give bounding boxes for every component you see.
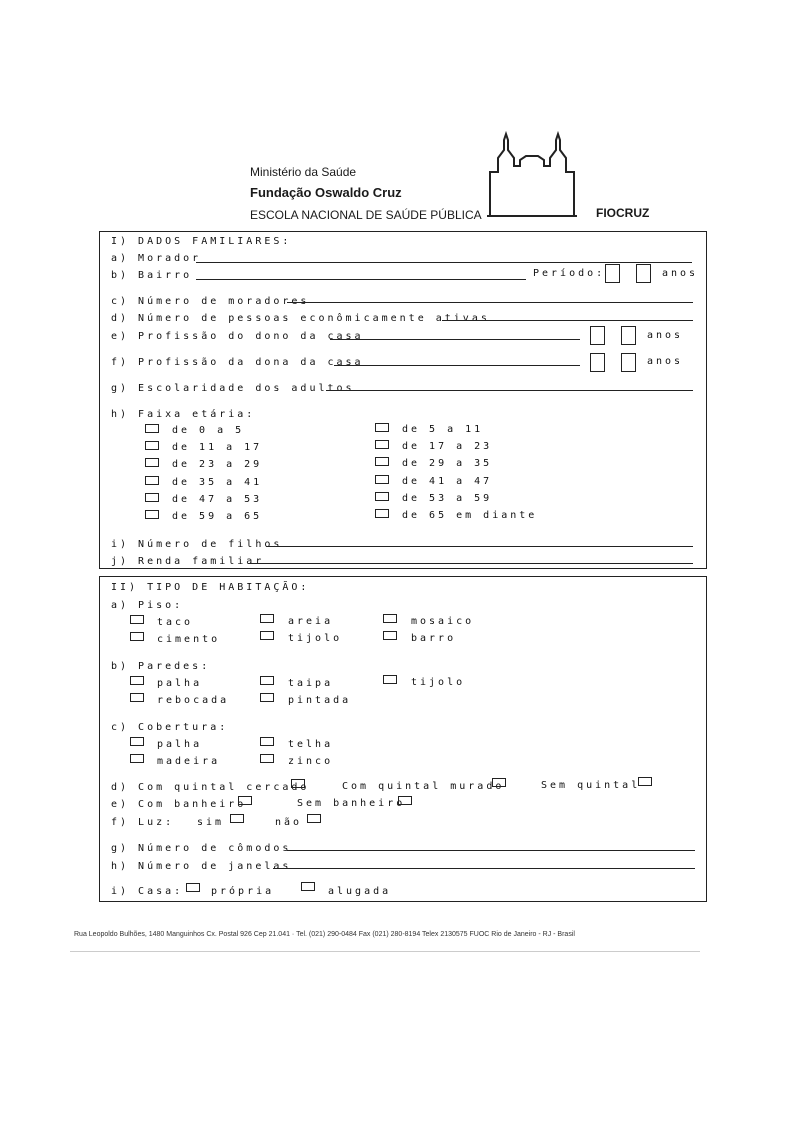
sem-banheiro-label: Sem banheiro [297, 798, 406, 809]
fiocruz-brand: FIOCRUZ [596, 206, 650, 220]
faixa-option: de 17 a 23 [402, 441, 493, 452]
casa-propria-checkbox[interactable] [186, 883, 200, 892]
piso-option: mosaico [411, 616, 475, 627]
prof-dono-label: e) Profissão do dono da casa [111, 331, 364, 342]
periodo-box-1[interactable] [605, 264, 620, 283]
piso-checkbox[interactable] [130, 615, 144, 624]
faixa-option: de 11 a 17 [172, 442, 263, 453]
faixa-checkbox[interactable] [375, 457, 389, 466]
faixa-checkbox[interactable] [375, 492, 389, 501]
periodo-label: Período: [533, 268, 606, 279]
paredes-option: tijolo [411, 677, 466, 688]
faixa-option: de 53 a 59 [402, 493, 493, 504]
faixa-option: de 5 a 11 [402, 424, 484, 435]
renda-label: j) Renda familiar [111, 556, 265, 567]
cobertura-checkbox[interactable] [130, 754, 144, 763]
periodo-anos-label: anos [662, 268, 699, 279]
num-ativas-field[interactable] [442, 320, 693, 321]
renda-field[interactable] [248, 563, 693, 564]
footer-address: Rua Leopoldo Bulhões, 1480 Manguinhos Cx. Postal 926 Cep 21.041 · Tel. (021) 290-0484 Fax (021) 280-8194 Telex 2130575 FUOC Rio de Janeiro - RJ - Brasil [74, 931, 575, 938]
piso-checkbox[interactable] [383, 631, 397, 640]
luz-nao-checkbox[interactable] [307, 814, 321, 823]
section-1-title: I) DADOS FAMILIARES: [111, 236, 292, 247]
cobertura-checkbox[interactable] [260, 754, 274, 763]
escolaridade-field[interactable] [326, 390, 693, 391]
castle-icon [486, 130, 578, 220]
luz-nao-label: não [275, 817, 303, 828]
piso-checkbox[interactable] [260, 631, 274, 640]
cobertura-checkbox[interactable] [260, 737, 274, 746]
sem-quintal-checkbox[interactable] [638, 777, 652, 786]
piso-option: areia [288, 616, 334, 627]
cobertura-option: telha [288, 739, 334, 750]
prof-dono-box-2[interactable] [621, 326, 636, 345]
quintal-cercado-label: d) Com quintal cercado [111, 782, 310, 793]
faixa-option: de 0 a 5 [172, 425, 245, 436]
piso-checkbox[interactable] [383, 614, 397, 623]
faixa-option: de 23 a 29 [172, 459, 263, 470]
paredes-label: b) Paredes: [111, 661, 211, 672]
faixa-checkbox[interactable] [145, 510, 159, 519]
com-banheiro-label: e) Com banheiro [111, 799, 247, 810]
num-ativas-label: d) Número de pessoas econômicamente ativas [111, 313, 490, 324]
faixa-checkbox[interactable] [375, 423, 389, 432]
faixa-checkbox[interactable] [375, 475, 389, 484]
luz-label: f) Luz: [111, 817, 175, 828]
piso-option: barro [411, 633, 457, 644]
piso-option: cimento [157, 634, 221, 645]
casa-label: i) Casa: [111, 886, 184, 897]
faixa-checkbox[interactable] [375, 440, 389, 449]
faixa-option: de 35 a 41 [172, 477, 263, 488]
faixa-label: h) Faixa etária: [111, 409, 256, 420]
prof-dona-box-2[interactable] [621, 353, 636, 372]
prof-dono-box-1[interactable] [590, 326, 605, 345]
faixa-checkbox[interactable] [145, 493, 159, 502]
prof-dona-field[interactable] [334, 365, 580, 366]
quintal-murado-checkbox[interactable] [492, 778, 506, 787]
sem-quintal-label: Sem quintal [541, 780, 641, 791]
num-comodos-field[interactable] [287, 850, 695, 851]
escolaridade-label: g) Escolaridade dos adultos [111, 383, 355, 394]
section-2-title: II) TIPO DE HABITAÇÃO: [111, 582, 310, 593]
paredes-checkbox[interactable] [383, 675, 397, 684]
casa-alugada-label: alugada [328, 886, 392, 897]
footer-divider [70, 951, 700, 952]
cobertura-checkbox[interactable] [130, 737, 144, 746]
faixa-option: de 29 a 35 [402, 458, 493, 469]
num-moradores-field[interactable] [287, 302, 693, 303]
casa-alugada-checkbox[interactable] [301, 882, 315, 891]
piso-checkbox[interactable] [130, 632, 144, 641]
luz-sim-label: sim [197, 817, 225, 828]
prof-dona-anos-label: anos [647, 356, 684, 367]
faixa-checkbox[interactable] [375, 509, 389, 518]
cobertura-option: palha [157, 739, 203, 750]
faixa-checkbox[interactable] [145, 424, 159, 433]
ministry-name: Ministério da Saúde [250, 165, 357, 179]
bairro-field[interactable] [196, 279, 526, 280]
paredes-option: rebocada [157, 695, 230, 706]
piso-label: a) Piso: [111, 600, 184, 611]
bairro-label: b) Bairro [111, 270, 193, 281]
prof-dona-box-1[interactable] [590, 353, 605, 372]
cobertura-label: c) Cobertura: [111, 722, 229, 733]
paredes-checkbox[interactable] [130, 693, 144, 702]
num-filhos-label: i) Número de filhos [111, 539, 283, 550]
quintal-murado-label: Com quintal murado [342, 781, 505, 792]
faixa-option: de 59 a 65 [172, 511, 263, 522]
com-banheiro-checkbox[interactable] [238, 796, 252, 805]
faixa-option: de 41 a 47 [402, 476, 493, 487]
morador-field[interactable] [196, 262, 692, 263]
faixa-checkbox[interactable] [145, 476, 159, 485]
num-comodos-label: g) Número de cômodos [111, 843, 292, 854]
piso-option: tijolo [288, 633, 343, 644]
num-moradores-label: c) Número de moradores [111, 296, 310, 307]
num-filhos-field[interactable] [266, 546, 693, 547]
paredes-option: pintada [288, 695, 352, 706]
num-janelas-label: h) Número de janelas [111, 861, 292, 872]
prof-dona-label: f) Profissão da dona da casa [111, 357, 364, 368]
casa-propria-label: própria [211, 886, 275, 897]
quintal-cercado-checkbox[interactable] [291, 779, 305, 788]
paredes-option: palha [157, 678, 203, 689]
morador-label: a) Morador [111, 253, 202, 264]
num-janelas-field[interactable] [273, 868, 695, 869]
cobertura-option: madeira [157, 756, 221, 767]
foundation-name: Fundação Oswaldo Cruz [250, 185, 402, 200]
cobertura-option: zinco [288, 756, 334, 767]
sem-banheiro-checkbox[interactable] [398, 796, 412, 805]
faixa-checkbox[interactable] [145, 458, 159, 467]
faixa-checkbox[interactable] [145, 441, 159, 450]
periodo-box-2[interactable] [636, 264, 651, 283]
luz-sim-checkbox[interactable] [230, 814, 244, 823]
piso-option: taco [157, 617, 194, 628]
faixa-option: de 65 em diante [402, 510, 538, 521]
paredes-option: taipa [288, 678, 334, 689]
piso-checkbox[interactable] [260, 614, 274, 623]
prof-dono-field[interactable] [330, 339, 580, 340]
faixa-option: de 47 a 53 [172, 494, 263, 505]
school-name: ESCOLA NACIONAL DE SAÚDE PÚBLICA [250, 208, 482, 222]
paredes-checkbox[interactable] [260, 693, 274, 702]
paredes-checkbox[interactable] [260, 676, 274, 685]
paredes-checkbox[interactable] [130, 676, 144, 685]
prof-dono-anos-label: anos [647, 330, 684, 341]
